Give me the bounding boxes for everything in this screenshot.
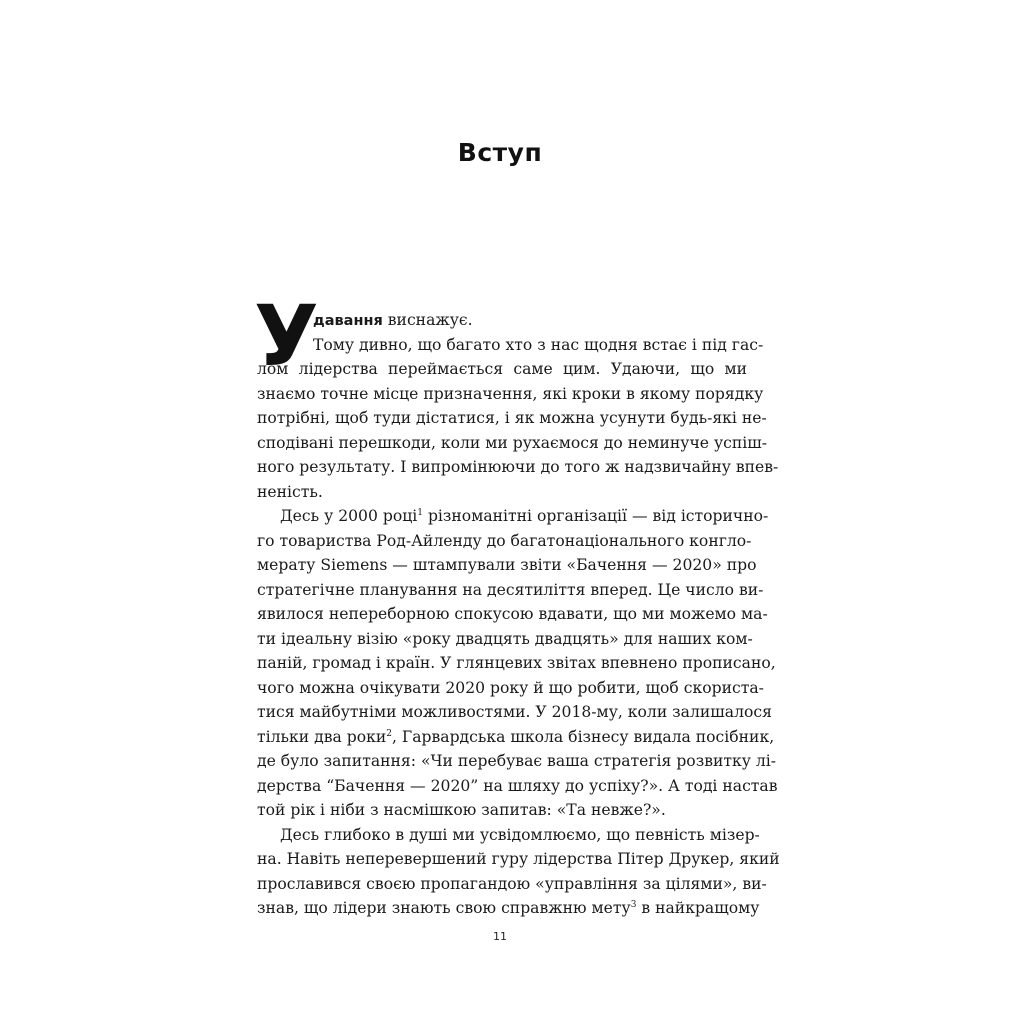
- chapter-title: Вступ: [457, 138, 543, 167]
- text-line: потрібні, щоб туди дістатися, і як можна усунути будь-які не-: [257, 409, 767, 427]
- text-line: Десь глибоко в душі ми усвідомлюємо, що певність мізер-: [280, 825, 760, 844]
- text-line: знав, що лідери знають свою справжню мету$^3$ в найкращому: [257, 899, 760, 917]
- text-line: мерату Siemens — штампували звіти «Бачення — 2020» про: [257, 556, 757, 574]
- text-line: стратегічне планування на десятиліття вперед. Це число ви-: [257, 580, 764, 599]
- text-line: сподівані перешкоди, коли ми рухаємося до неминуче успіш-: [257, 433, 767, 452]
- text-line: ного результату. І випромінюючи до того ж надзвичайну впев-: [257, 458, 779, 476]
- text-line: паній, громад і країн. У глянцевих звітах впевнено прописано,: [257, 654, 776, 672]
- text-line: явилося непереборною спокусою вдавати, що ми можемо ма-: [257, 605, 768, 623]
- text-line: Десь у 2000 році$^1$ різноманітні організації — від історично-: [280, 507, 769, 525]
- text-line: неність.: [257, 482, 323, 501]
- footnote-marker[interactable]: 1: [417, 507, 423, 518]
- text-line: тільки два роки$^2$, Гарвардська школа бізнесу видала посібник,: [257, 727, 775, 746]
- text-line: дерства “Бачення — 2020” на шляху до успіху?». А тоді настав: [257, 776, 778, 795]
- text-line: тися майбутніми можливостями. У 2018-му, коли залишалося: [257, 703, 772, 721]
- drop-cap: У: [254, 287, 319, 385]
- body-text: [254, 287, 780, 921]
- footnote-marker[interactable]: 2: [386, 728, 392, 739]
- text-line: на. Навіть неперевершений гуру лідерства Пітер Друкер, який: [257, 850, 780, 868]
- text-line: той рік і ніби з насмішкою запитав: «Та невже?».: [257, 801, 666, 819]
- footnote-marker[interactable]: 3: [630, 899, 637, 910]
- text-line: де було запитання: «Чи перебуває ваша стратегія розвитку лі-: [257, 752, 777, 770]
- text-line: Тому дивно, що багато хто з нас щодня встає і під гас-: [313, 335, 764, 354]
- text-line: знаємо точне місце призначення, які кроки в якому порядку: [257, 384, 764, 403]
- text-line: го товариства Род-Айленду до багатонаціонального конгло-: [257, 531, 752, 550]
- text-line: лом лідерства переймається саме цим. Удаючи, що ми: [257, 360, 747, 378]
- text-line: прославився своєю пропагандою «управління за цілями», ви-: [257, 874, 767, 893]
- text-line: чого можна очікувати 2020 року й що робити, щоб скориста-: [257, 678, 764, 697]
- text-line: давання виснажує.: [313, 311, 473, 329]
- text-line: ти ідеальну візію «року двадцять двадцять» для наших ком-: [257, 629, 753, 648]
- lead-in-word: давання: [313, 313, 383, 329]
- page-number: 11: [493, 930, 507, 943]
